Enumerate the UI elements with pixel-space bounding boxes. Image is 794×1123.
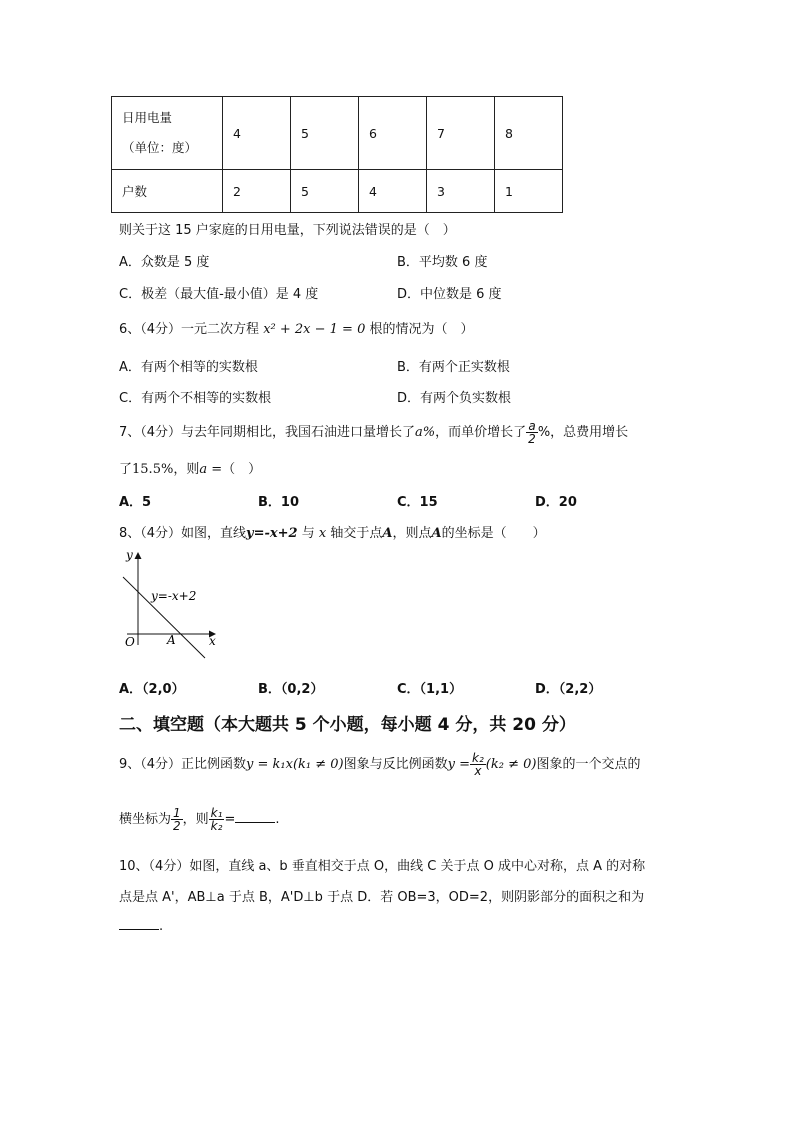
table-cell: 5: [291, 170, 359, 213]
table-cell: 2: [223, 170, 291, 213]
q8-graph-figure: [115, 545, 225, 665]
q8-option-a: A．（2,0）: [119, 682, 185, 697]
q9-k2-fraction: $\frac{\text{k₂}}{x}$: [472, 751, 484, 778]
q9-stem-line1: 9、（4分）正比例函数y = k₁x(k₁ ≠ 0)图象与反比例函数y = $\frac{\text{k₂}}{x}$ (k₂ ≠ 0)图象的一个交点的: [119, 751, 641, 778]
table-header-cell: 日用电量 （单位：度）: [112, 97, 223, 170]
q10-stem-line1: 10、（4分）如图，直线 a、b 垂直相交于点 O，曲线 C 关于点 O 成中心对称，点 A 的对称: [119, 859, 646, 874]
q7-option-c: C．15: [397, 495, 438, 510]
q8-option-c: C．（1,1）: [397, 682, 463, 697]
q6-equation: x² + 2x − 1 = 0: [263, 322, 366, 337]
section-title: 二、填空题（本大题共 5 个小题，每小题 4 分，共 20 分）: [119, 715, 576, 735]
q7-option-d: D．20: [535, 495, 577, 510]
line-label: y=-x+2: [151, 589, 197, 603]
table-cell: 6: [359, 97, 427, 170]
table-cell: 3: [427, 170, 495, 213]
y-axis-label: y: [126, 548, 133, 562]
point-a-label: A: [167, 633, 176, 647]
table-cell: 5: [291, 97, 359, 170]
q6-option-d: D．有两个负实数根: [397, 391, 512, 406]
table-row: [112, 170, 563, 213]
q8-option-d: D．（2,2）: [535, 682, 602, 697]
q6-option-a: A．有两个相等的实数根: [119, 360, 258, 375]
q10-stem-line2: 点是点 A'，AB⊥a 于点 B，A'D⊥b 于点 D．若 OB=3，OD=2，则阴影部分的面积之和为: [119, 890, 645, 905]
x-axis-label: x: [209, 634, 216, 648]
q8-stem: 8、（4分）如图，直线y=-x+2 与 x 轴交于点A，则点A的坐标是（ ）: [119, 526, 546, 541]
q7-option-a: A．5: [119, 495, 152, 510]
table-cell: 4: [359, 170, 427, 213]
q5-option-d: D．中位数是 6 度: [397, 287, 502, 302]
table-cell: 1: [495, 170, 563, 213]
q7-option-b: B．10: [258, 495, 299, 510]
answer-blank: [119, 917, 159, 930]
q7-stem-line2: 了15.5%，则a =（ ）: [119, 462, 262, 477]
table-cell: 7: [427, 97, 495, 170]
q5-option-b: B．平均数 6 度: [397, 255, 488, 270]
q10-stem-line3: .: [119, 917, 163, 934]
table-cell: 4: [223, 97, 291, 170]
q6-option-b: B．有两个正实数根: [397, 360, 510, 375]
table-header-cell: 户数: [112, 170, 223, 213]
origin-label: O: [125, 635, 135, 649]
answer-blank: [235, 810, 275, 823]
q7-stem-line1: 7、（4分）与去年同期相比，我国石油进口量增长了a%，而单价增长了 $\frac{a}{2}$ %，总费用增长: [119, 419, 629, 446]
q5-option-a: A．众数是 5 度: [119, 255, 210, 270]
q7-fraction: $\frac{a}{2}$: [528, 419, 536, 446]
q9-stem-line2: 横坐标为 $\frac{1}{2}$ ，则 $\frac{\text{k₁}}{\text{k₂}}$ = .: [119, 806, 280, 833]
q8-option-b: B．（0,2）: [258, 682, 324, 697]
q9-half-fraction: $\frac{1}{2}$: [173, 806, 181, 833]
q5-stem: 则关于这 15 户家庭的日用电量，下列说法错误的是（ ）: [119, 223, 456, 238]
q5-option-c: C．极差（最大值-最小值）是 4 度: [119, 287, 319, 302]
q9-ratio-fraction: $\frac{\text{k₁}}{\text{k₂}}$: [210, 806, 223, 833]
table-row: [112, 97, 563, 170]
q6-stem: 6、（4分）一元二次方程 x² + 2x − 1 = 0 根的情况为（ ）: [119, 322, 474, 337]
q6-option-c: C．有两个不相等的实数根: [119, 391, 272, 406]
table-cell: 8: [495, 97, 563, 170]
electricity-table: [111, 96, 563, 213]
